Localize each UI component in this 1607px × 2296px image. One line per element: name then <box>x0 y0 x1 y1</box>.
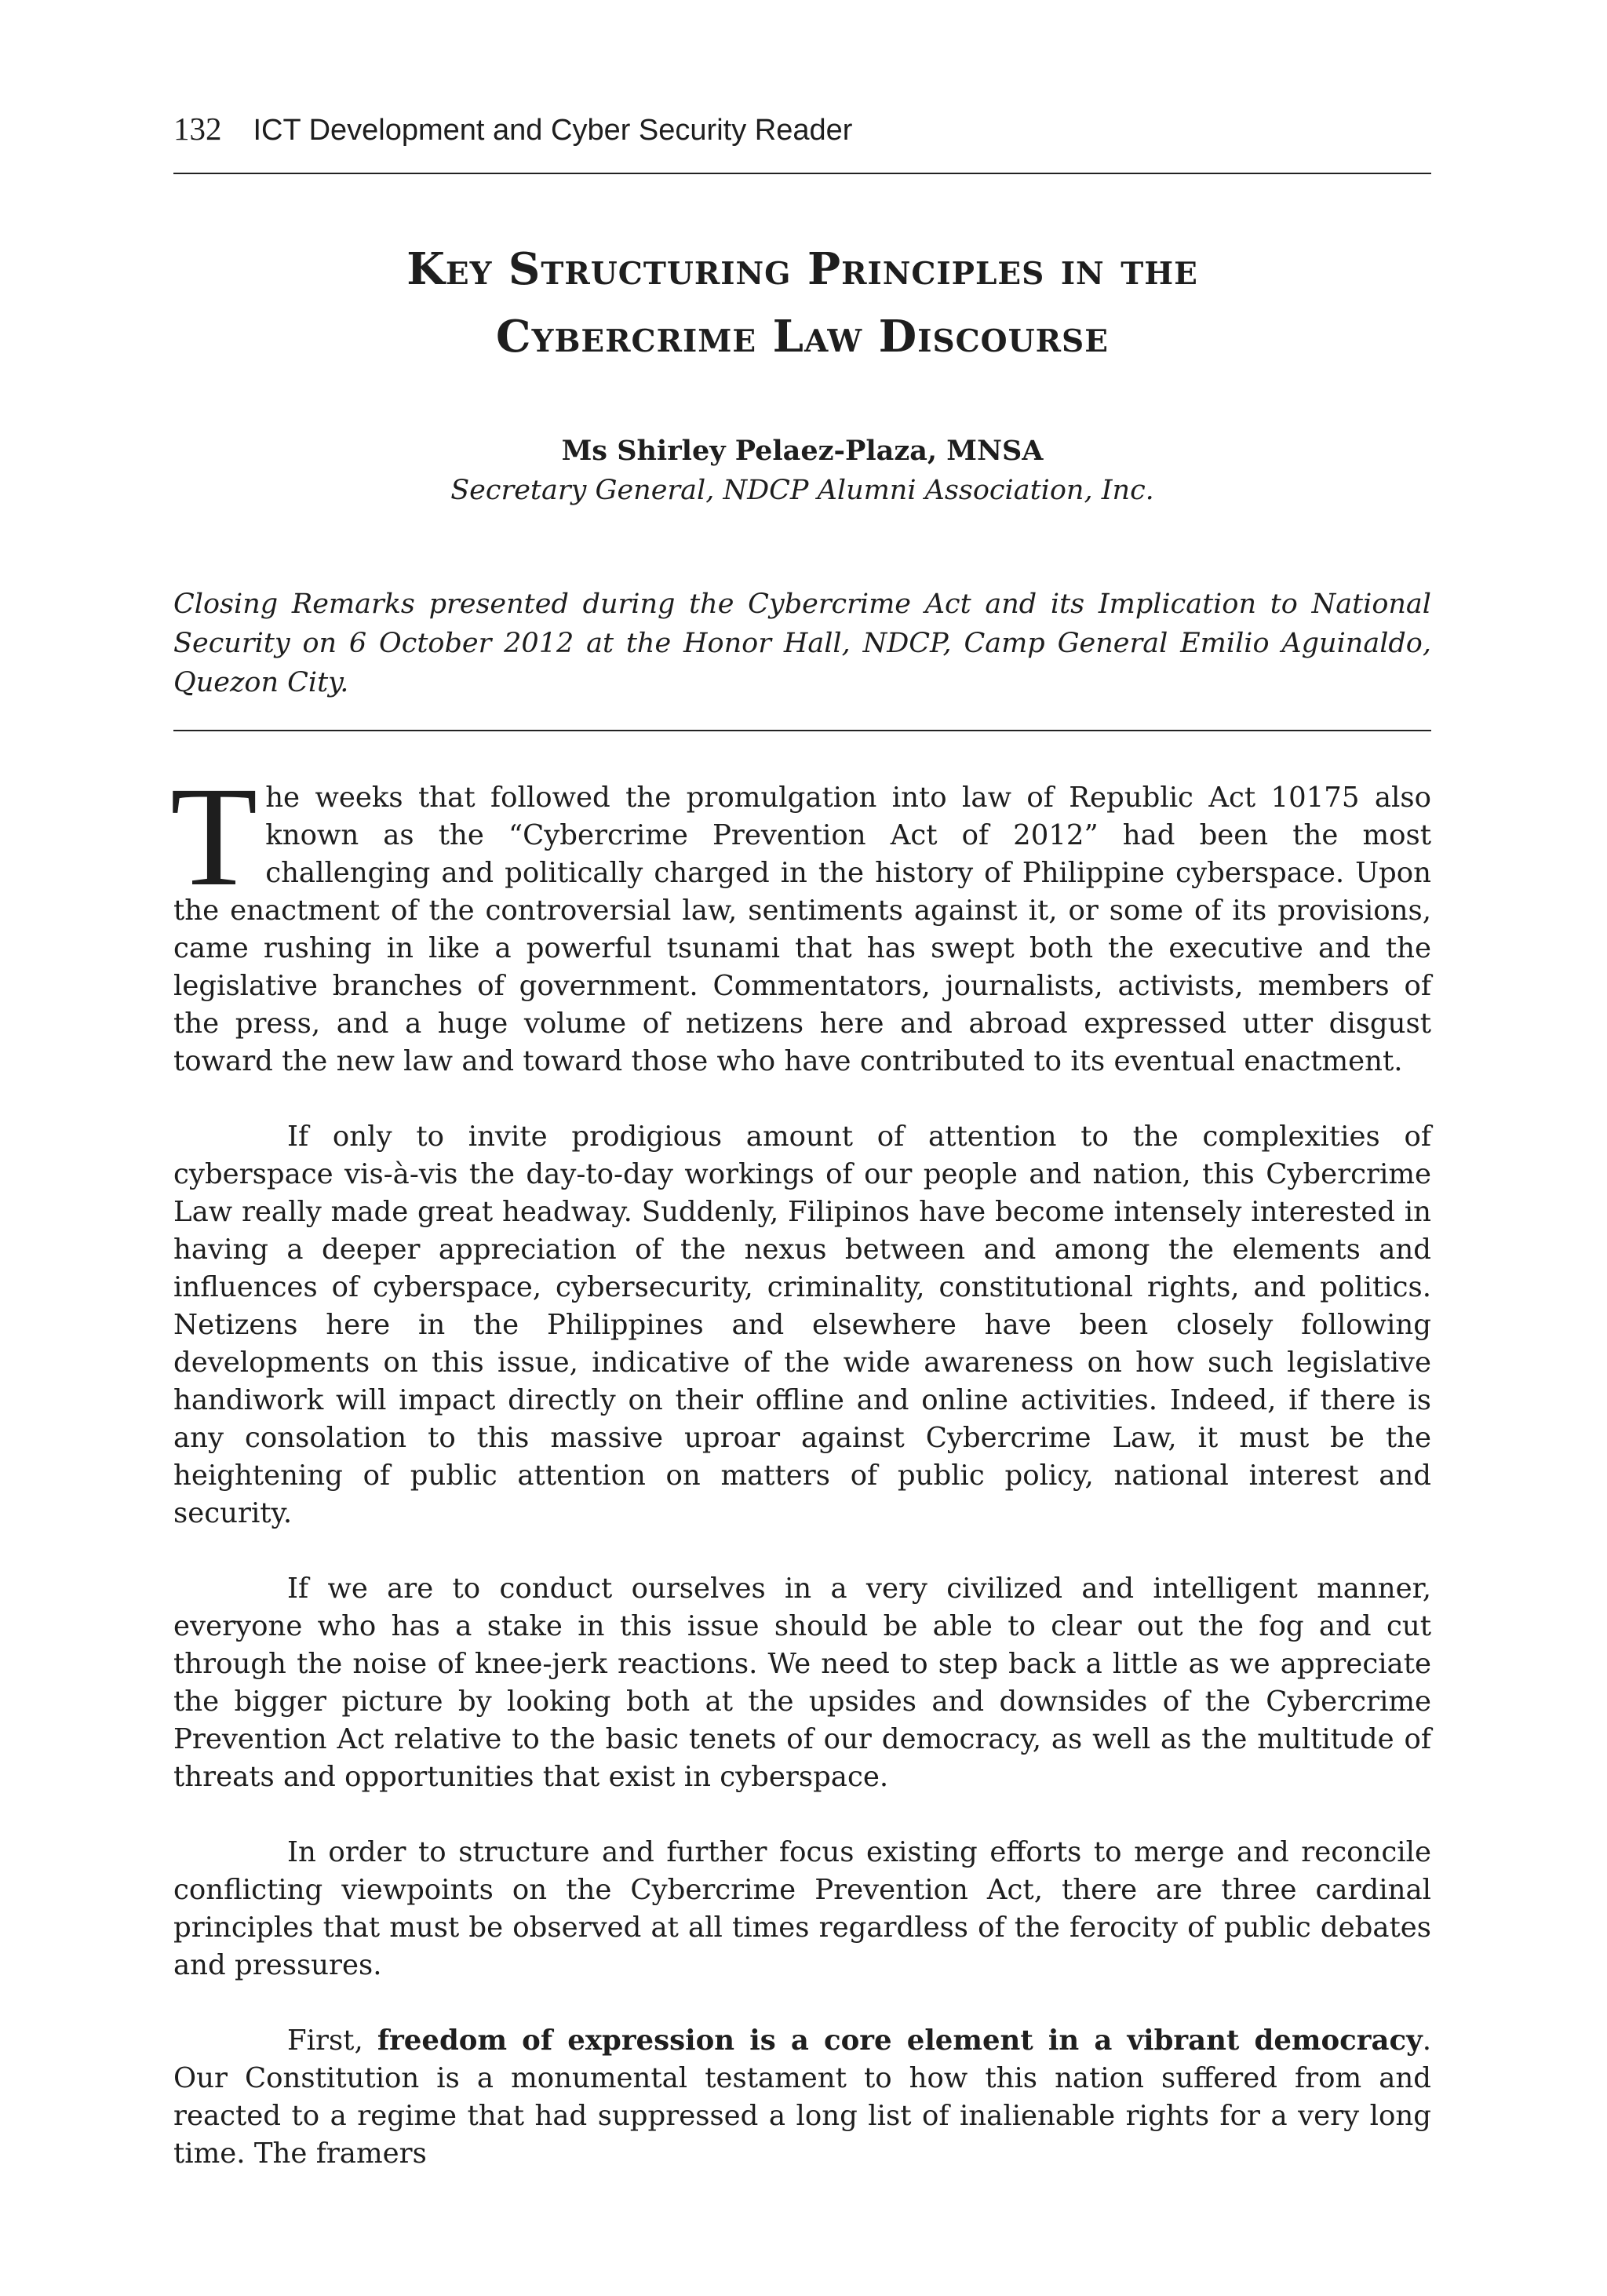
paragraph-1-text: he weeks that followed the promulgation into law of Republic Act 10175 also known as the “Cybercrime Prevention Act of 2012” had been the most challenging and politically charged in the history of Philippine cyberspace. Upon the enactment of the controversial law, sentiments against it, or some of its provisions, came rushing in like a powerful tsunami that has swept both the executive and the legislative branches of government. Commentators, journalists, activists, members of the press, and a huge volume of netizens here and abroad expressed utter disgust toward the new law and toward those who have contributed to its eventual enactment. <box>173 782 1431 1077</box>
running-head <box>173 110 1429 157</box>
event-note: Closing Remarks presented during the Cybercrime Act and its Implication to National Security on 6 October 2012 at the Honor Hall, NDCP, Camp General Emilio Aguinaldo, Quezon City. <box>173 589 1431 698</box>
paragraph-5-emphasis: freedom of expression is a core element in a vibrant democracy <box>377 2024 1423 2057</box>
header-rule <box>173 173 1431 174</box>
section-rule <box>173 730 1431 731</box>
author-affiliation: Secretary General, NDCP Alumni Association, Inc. <box>450 475 1154 506</box>
article-title-line-1: Key Structuring Principles in the <box>406 243 1198 295</box>
paragraph-5-lead: First, <box>287 2024 377 2057</box>
paragraph-5 <box>173 2022 1431 2173</box>
page-number: 132 <box>173 111 222 147</box>
article-title-line-2: Cybercrime Law Discourse <box>496 311 1109 363</box>
paragraph-5-text: . Our Constitution is a monumental testament to how this nation suffered from and reacted to a regime that had suppressed a long list of inalienable rights for a very long time. The framers <box>173 2024 1432 2170</box>
paragraph-3: If we are to conduct ourselves in a very civilized and intelligent manner, everyone who has a stake in this issue should be able to clear out the fog and cut through the noise of knee-jerk reactions. We need to step back a little as we appreciate the bigger picture by looking both at the upsides and downsides of the Cybercrime Prevention Act relative to the basic tenets of our democracy, as well as the multitude of threats and opportunities that exist in cyberspace. <box>173 1573 1431 1793</box>
author-name: Ms Shirley Pelaez-Plaza, MNSA <box>561 435 1044 467</box>
drop-cap: T <box>170 758 258 916</box>
article-body <box>170 758 1432 2210</box>
paragraph-2: If only to invite prodigious amount of attention to the complexities of cyberspace vis-à-vis the day-to-day workings of our people and nation, this Cybercrime Law really made great headway. Suddenly, Filipinos have become intensely interested in having a deeper appreciation of the nexus between and among the elements and influences of cyberspace, cybersecurity, criminality, constitutional rights, and politics. Netizens here in the Philippines and elsewhere have been closely following developments on this issue, indicative of the wide awareness on how such legislative handiwork will impact directly on their offline and online activities. Indeed, if there is any consolation to this massive uproar against Cybercrime Law, it must be the heightening of public attention on matters of public policy, national interest and security. <box>173 1121 1431 1529</box>
article-title <box>173 235 1431 370</box>
book-title: ICT Development and Cyber Security Reader <box>253 114 853 147</box>
paragraph-4: In order to structure and further focus existing efforts to merge and reconcile conflicting viewpoints on the Cybercrime Prevention Act, there are three cardinal principles that must be observed at all times regardless of the ferocity of public debates and pressures. <box>173 1836 1431 1981</box>
paragraph-1 <box>170 758 1431 1081</box>
